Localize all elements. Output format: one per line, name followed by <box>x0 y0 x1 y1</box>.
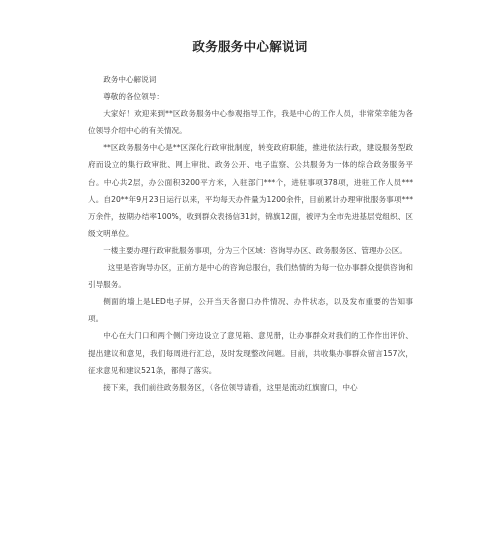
paragraph-salutation: 尊敬的各位领导： <box>103 92 164 102</box>
paragraph-first-floor: 一楼主要办理行政审批服务事项，分为三个区域：咨询导办区、政务服务区、管理办公区。 <box>103 245 407 255</box>
paragraph-welcome: 大家好！欢迎来到**区政务服务中心参观指导工作，我是中心的工作人员，非常荣幸能为各位领导介绍中心的有关情况。 <box>88 109 413 136</box>
paragraph-next-area: 接下来，我们前往政务服务区，（各位领导请看，这里是流动红旗窗口，中心 <box>103 382 358 392</box>
paragraph-feedback: 中心在大门口和两个侧门旁边设立了意见箱、意见册，让办事群众对我们的工作作出评价、提出建议和意见，我们每周进行汇总，及时发现整改问题。目前，共收集办事群众留言157次，征求意见和建议521条，都得了落实。 <box>88 331 413 375</box>
document-body <box>88 71 413 396</box>
paragraph-center-overview: **区政务服务中心是**区深化行政审批制度，转变政府职能，推进依法行政，建设服务型政府而设立的集行政审批、网上审批、政务公开、电子监察、公共服务为一体的综合政务服务平台。中心共2层，办公面积3200平方米，入驻部门***个，进驻事项378项，进驻工作人员***人。自20**年9月23日运行以来，平均每天办件量为1200余件，目前累计办理审批服务事项***万余件，按期办结率100%，收到群众表扬信31封，锦旗12面，被评为全市先进基层党组织、区级文明单位。 <box>88 143 413 238</box>
paragraph-heading: 政务中心解说词 <box>103 75 157 84</box>
paragraph-led-screen: 侧面的墙上是LED电子屏，公开当天各窗口办件情况、办件状态，以及发布重要的告知事项。 <box>88 297 413 324</box>
document-title: 政务服务中心解说词 <box>192 39 308 54</box>
paragraph-consult-area: 这里是咨询导办区，正前方是中心的咨询总服台，我们热情的为每一位办事群众提供咨询和引导服务。 <box>88 263 413 290</box>
